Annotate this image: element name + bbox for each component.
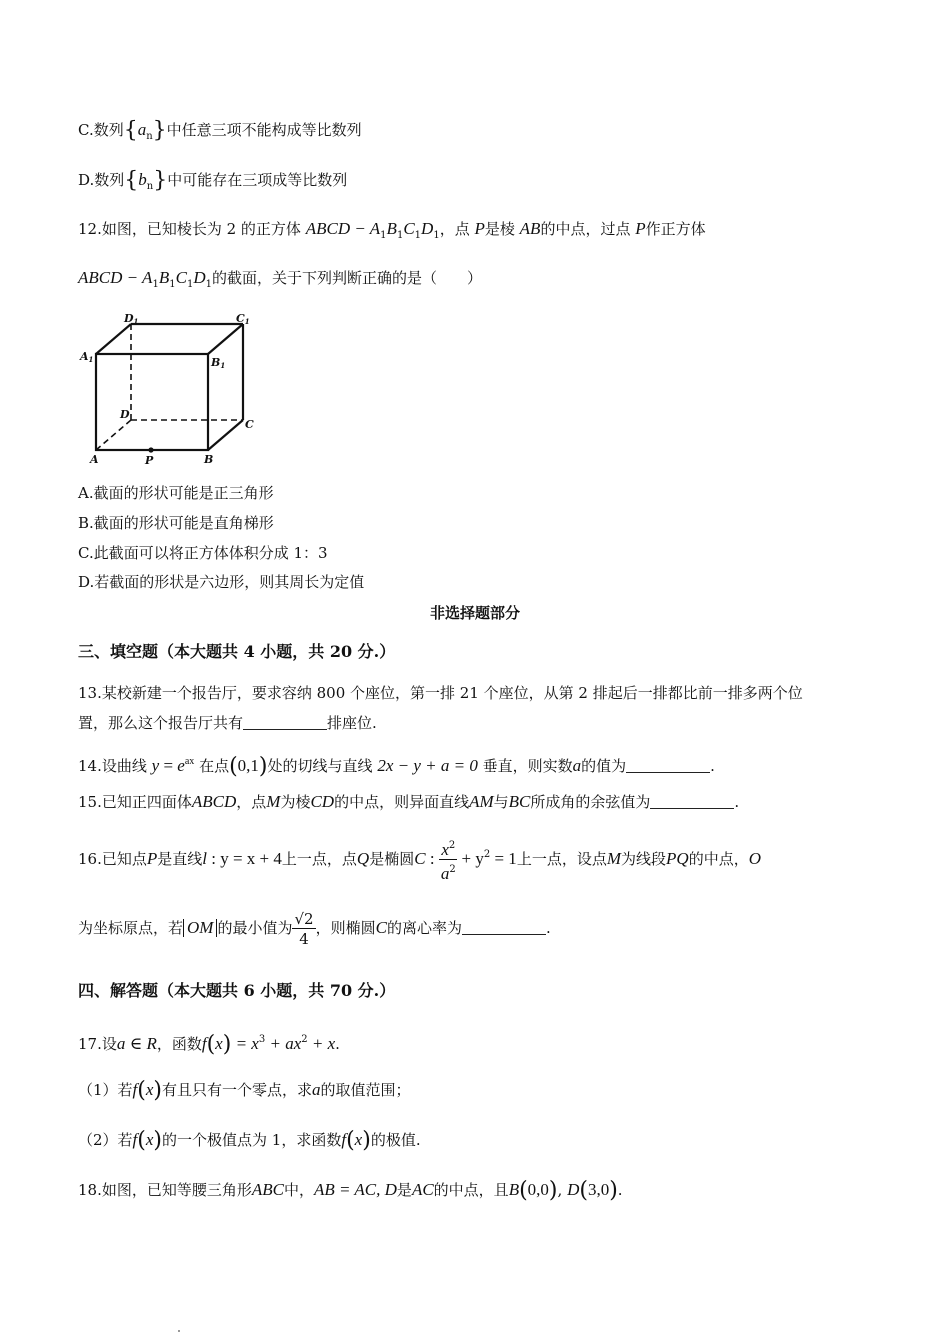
point-0-1: 0,1 [237,756,259,775]
line-equation: 2x − y + a = 0 [377,756,478,775]
frac-den-a: a [440,863,450,883]
point-p: P [635,219,646,238]
q16-prefix: 16.已知点 [78,850,147,868]
abs-om: OM [183,919,217,937]
q17-part2: （2）若f(x)的一个极值点为 1，求函数f(x)的极值. [78,1128,421,1153]
q13-line1: 13.某校新建一个报告厅，要求容纳 800 个座位，第一排 21 个座位，从第 2 排起后一排都比前一排多两个位 [78,684,803,702]
sub-1: 1 [433,230,440,241]
cube-b1: B [158,268,170,287]
cube-d1: D [193,268,206,287]
label-d1: D1 [124,312,139,326]
line-l: l [202,849,207,868]
cube-dash: − A [122,268,153,287]
q16-line2 [78,905,551,951]
seq-var-b: b [138,170,147,189]
sup-2: 2 [301,1034,308,1045]
q16-text: 为坐标原点，若 [78,919,184,937]
q16-answer-blank[interactable] [462,920,546,935]
sup-2: 2 [448,839,456,851]
cube-figure [78,310,268,470]
point-m: M [606,849,621,868]
expr-ax: + ax [265,1034,302,1053]
q14-answer-blank[interactable] [626,758,710,773]
q17-text: （1）若 [78,1081,133,1099]
q14-text: 的值为 [581,757,627,775]
math-e: e [177,756,185,775]
q12-option-d: D.若截面的形状是六边形，则其周长为定值 [78,573,365,591]
segment-pq: PQ [666,849,689,868]
q12-tail: 的截面，关于下列判断正确的是（ ） [211,269,482,287]
q12-option-c: C.此截面可以将正方体体积分成 1：3 [78,544,328,562]
sup-3: 3 [258,1034,266,1045]
q17-text: 的极值. [370,1131,421,1149]
point-m: M [266,792,281,811]
fraction-sqrt2-4 [292,910,315,949]
option-d-prefix: D.数列 [78,171,125,189]
label-c: C [245,418,254,431]
cube-c1: C [403,219,415,238]
q14-text: 在点 [199,757,230,775]
ellipse-c: C [375,918,387,937]
sub-1: 1 [169,279,176,290]
q18-end: . [617,1181,623,1199]
condition-ab-ac: AB = AC, D [313,1180,397,1199]
footer-dot [178,1330,180,1332]
edge-ab: AB [519,219,541,238]
q16-end: . [545,919,551,937]
line-am: AM [469,792,494,811]
q17-text: 的一个极值点为 1，求函数 [162,1131,342,1149]
q15-text: 为棱 [280,793,311,811]
q13-answer-blank[interactable] [243,715,327,730]
q15-answer-blank[interactable] [650,794,734,809]
frac-num-x: x [441,839,449,859]
cube-edge-bc [208,420,243,450]
segment-ac: AC [411,1180,434,1199]
cube-dash: − A [350,219,381,238]
q13-text: 置，那么这个报告厅共有 [78,714,244,732]
section-3-heading: 三、填空题（本大题共 4 小题，共 20 分.） [78,642,396,661]
cube-hidden-ad [96,420,131,450]
q15-text: 的中点，则异面直线 [334,793,470,811]
option-d-text: 中可能存在三项成等比数列 [167,171,348,189]
q17-text: （2）若 [78,1131,133,1149]
fraction-x2-a2 [439,837,457,884]
point-p: P [146,849,158,868]
sub-1: 1 [396,230,404,241]
q18-text: 是 [396,1181,412,1199]
label-b: B [204,453,214,466]
var-x: x [354,1130,363,1149]
seq-sub: n [146,131,153,142]
var-x: x [145,1080,154,1099]
q12-stem-line1 [78,219,706,246]
section-4-heading: 四、解答题（本大题共 6 小题，共 70 分.） [78,981,396,1000]
q12-option-a: A.截面的形状可能是正三角形 [78,484,274,502]
point-p: P [474,219,485,238]
var-x: x [145,1130,154,1149]
coord-d: 3,0 [587,1180,610,1199]
q16-text: 的离心率为 [386,919,462,937]
cube-name: ABCD [305,219,351,238]
q12-prefix: 12.如图，已知棱长为 2 的正方体 [78,220,301,238]
point-d: D [567,1180,580,1199]
sub-1: 1 [205,279,212,290]
q16-line1 [78,832,761,884]
point-p-dot [148,447,153,452]
expr-x-tail: + x [307,1034,336,1053]
line-bc: BC [508,792,531,811]
var-a: a [312,1080,321,1099]
math-eq: = [159,756,178,775]
q16-text: 的最小值为 [217,919,293,937]
q17-text: 有且只有一个零点，求 [162,1081,313,1099]
q16-text: 上一点，点 [281,850,357,868]
point-q: Q [356,849,370,868]
edge-cd: CD [310,792,335,811]
q13-line2 [78,713,377,733]
sub-1: 1 [186,279,194,290]
cube-d1: D [421,219,434,238]
option-c-sequence: C.数列$\{a_n\}$中任意三项不能构成等比数列 [78,118,362,143]
func-f: f [341,1130,347,1149]
sup-2: 2 [449,863,456,875]
label-p: P [145,454,154,467]
comma: , [557,1181,568,1199]
plus-y: + y [457,849,484,868]
label-b1: B1 [211,356,226,370]
q17-text: 的取值范围； [320,1081,411,1099]
q16-text: 是椭圆 [369,850,415,868]
math-a: a [572,756,582,775]
math-y: y [151,756,160,775]
q12-text: 作正方体 [645,220,706,238]
q12-text: 是棱 [484,220,515,238]
q18-stem: 18.如图，已知等腰三角形ABC中，AB = AC, D是AC的中点，且B(0,0), D(3,0). [78,1178,623,1203]
q18-text: 中， [283,1181,314,1199]
q15-text: ，点 [236,793,267,811]
q14-end: . [710,757,715,775]
q15-prefix: 15.已知正四面体 [78,793,192,811]
q16-text: 的中点， [688,850,749,868]
ellipse-c: C [414,849,426,868]
cube-name: ABCD [78,268,123,287]
cube-c1: C [175,268,187,287]
label-a: A [90,453,99,466]
label-c1: C1 [236,312,250,326]
func-f: f [132,1080,138,1099]
a-in-r: a ∈ R [116,1034,157,1053]
eq-1: = 1 [490,849,517,868]
q15-line [78,792,739,812]
label-a1: A1 [80,350,94,364]
q16-text: 为线段 [621,850,667,868]
q12-option-b: B.截面的形状可能是直角梯形 [78,514,274,532]
point-o: O [748,849,761,868]
q12-text: ，点 [439,220,470,238]
cube-edge-a1d1 [96,324,131,354]
q14-prefix: 14.设曲线 [78,757,147,775]
func-f: f [132,1130,138,1149]
q17-text: ，函数 [156,1035,202,1053]
q14-text: 垂直，则实数 [482,757,573,775]
q17-prefix: 17.设 [78,1035,117,1053]
q14-text: 处的切线与直线 [267,757,373,775]
line-l-eq: : y = x + 4 [207,849,282,868]
var-x: x [215,1034,223,1053]
q12-stem-line2 [78,268,482,295]
q17-end: . [335,1035,340,1053]
tetra-abcd: ABCD [191,792,237,811]
option-d-sequence: D.数列$\{b_n\}$中可能存在三项成等比数列 [78,168,348,193]
expr-x: = x [231,1034,259,1053]
option-c-prefix: C.数列 [78,121,124,139]
q15-text: 所成角的余弦值为 [530,793,651,811]
q14-line: 14.设曲线 $y = e^{ax}$ 在点(0,1)处的切线与直线 2x − y + a = 0 垂直，则实数a的值为 . [78,754,715,779]
q12-text: 的中点，过点 [540,220,631,238]
coord-b: 0,0 [527,1180,549,1199]
point-b: B [508,1180,520,1199]
func-f: f [201,1034,207,1053]
q16-text: ，则椭圆 [315,919,376,937]
q18-prefix: 18.如图，已知等腰三角形 [78,1181,252,1199]
sub-1: 1 [414,230,422,241]
frac-num-sqrt2: √2 [294,909,314,928]
option-c-text: 中任意三项不能构成等比数列 [166,121,362,139]
q16-text: 上一点，设点 [516,850,607,868]
sub-1: 1 [152,279,159,290]
triangle-abc: ABC [251,1180,284,1199]
sub-1: 1 [380,230,387,241]
frac-den-4: 4 [299,929,309,948]
label-d: D [120,408,130,421]
cube-edge-b1c1 [208,324,243,354]
q18-text: 的中点，且 [433,1181,509,1199]
seq-sub: n [146,181,154,192]
q16-text: 是直线 [157,850,203,868]
math-exp: ax [184,756,195,767]
sup-2: 2 [483,849,491,860]
part-title: 非选择题部分 [429,604,520,622]
q17-stem: 17.设a ∈ R，函数$f(x) = x^3 + ax^2 + x$. [78,1032,340,1057]
q17-part1: （1）若f(x)有且只有一个零点，求a的取值范围； [78,1078,411,1103]
seq-var-a: a [137,120,147,139]
q13-text: 排座位. [327,714,377,732]
q15-text: 与 [493,793,509,811]
colon: : [425,849,435,868]
q15-end: . [734,793,740,811]
cube-b1: B [386,219,397,238]
